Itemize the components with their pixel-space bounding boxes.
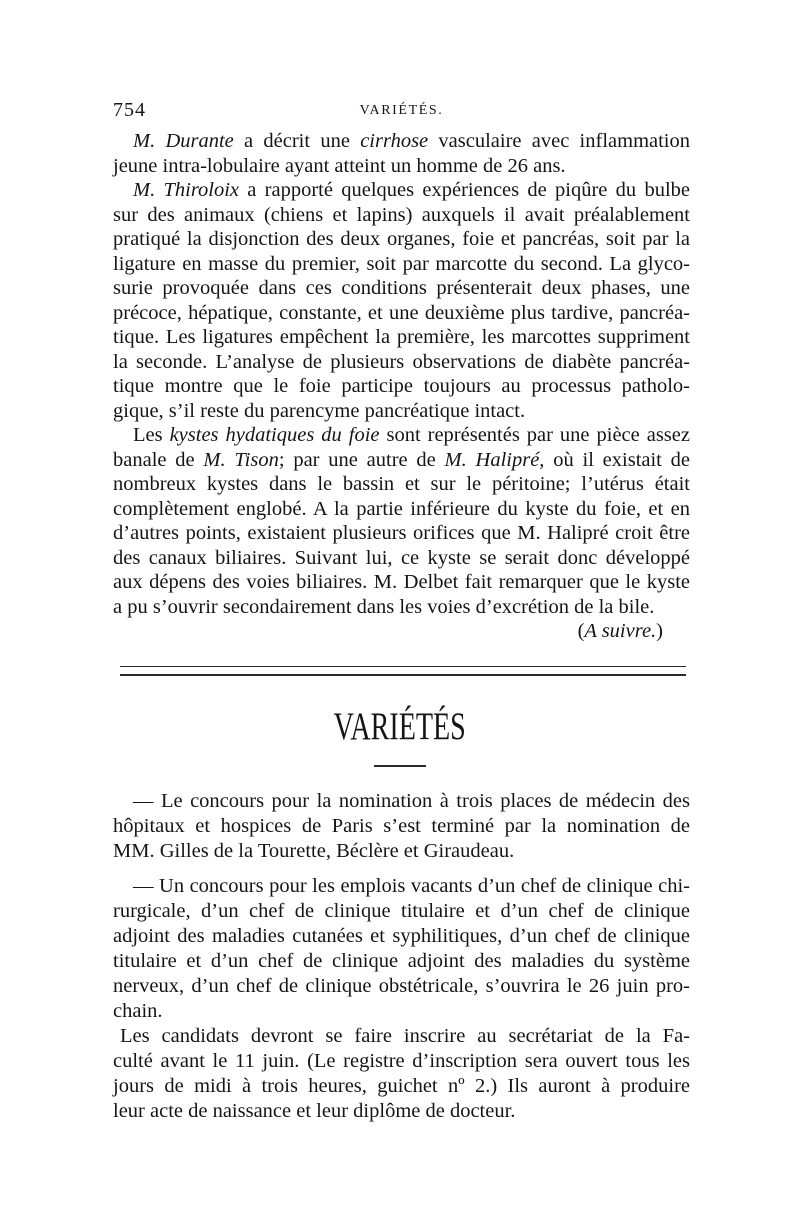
italic-text: M. Tison [203,448,279,471]
text-segment: leur acte de naissance et leur diplôme de docteur. [113,1099,516,1122]
text-line [113,497,690,522]
section-title-text: VARIÉTÉS [333,705,467,748]
text-line [113,423,690,448]
text-line [113,974,690,999]
text-segment: a rapporté quelques expériences de piqûre du bulbe [239,179,690,201]
text-line [113,301,690,326]
text-line [113,472,690,497]
text-segment: complètement englobé. A la partie inférieure du kyste du foie, et en [113,497,690,520]
text-segment: sont représentés par une pièce assez [379,424,690,446]
text-segment: ( [577,620,585,642]
text-segment: — Un concours pour les emplois vacants d’un chef de clinique chi- [133,874,690,897]
text-line [113,595,690,620]
text-segment: chain. [113,999,163,1022]
text-line [113,227,690,252]
text-segment: hôpitaux et hospices de Paris s’est terminé par la nomination de [113,815,690,837]
text-line [113,129,690,154]
text-line [113,399,690,424]
text-segment: a décrit une [233,130,361,152]
text-segment: titulaire et d’un chef de clinique adjoint des maladies du système [113,949,690,972]
text-line [113,178,690,203]
text-segment: Les [133,424,170,446]
text-line [113,154,690,179]
text-line [113,1074,690,1099]
text-line [113,325,690,350]
italic-text: M. Thiroloix [133,179,240,201]
italic-text: M. Halipré, [444,448,545,471]
text-line [113,374,690,399]
text-line [113,814,690,839]
article-paragraphs [113,129,690,619]
paragraph [113,129,690,178]
text-segment: ; par une autre de [278,448,445,471]
paragraph [113,874,690,1024]
text-segment: MM. Gilles de la Tourette, Béclère et Giraudeau. [113,840,515,862]
text-segment: tique. Les ligatures empêchent la première, les marcottes suppriment [113,326,690,348]
text-line [113,1099,690,1124]
text-line [113,252,690,277]
text-segment: gique, s’il reste du parencyme pancréatique intact. [113,399,526,422]
paragraph [113,178,690,423]
article-continuation [113,129,690,644]
text-segment: adjoint des maladies cutanées et syphilitiques, d’un chef de clinique [113,924,690,947]
text-segment: jeune intra-lobulaire ayant atteint un homme de 26 ans. [113,154,566,177]
text-segment: surie provoquée dans ces conditions présenterait deux phases, une [113,277,690,299]
italic-text: cirrhose [360,130,429,152]
text-segment: d’autres points, existaient plusieurs orifices que M. Halipré croit être [113,522,690,544]
running-title: VARIÉTÉS. [359,103,444,118]
text-segment: tique montre que le foie participe toujours au processus patholo- [113,375,690,397]
text-segment: jours de midi à trois heures, guichet nº 2.) Ils auront à produire [113,1074,690,1097]
text-line [113,789,690,814]
title-underline-rule [374,765,426,767]
text-line [113,1049,690,1074]
text-segment: sur des animaux (chiens et lapins) auxquels il avait préalablement [113,203,690,226]
italic-text: M. Durante [133,130,234,152]
text-line [113,874,690,899]
text-segment: la seconde. L’analyse de plusieurs observations de diabète pancréa- [113,350,690,373]
text-segment: culté avant le 11 juin. (Le registre d’inscription sera ouvert tous les [113,1049,690,1072]
text-segment: Les candidats devront se faire inscrire au secrétariat de la Fa- [120,1024,690,1047]
paragraph [113,423,690,619]
text-segment: ) [656,620,663,642]
text-segment: précoce, hépatique, constante, et une deuxième plus tardive, pancréa- [113,301,690,324]
text-segment: a pu s’ouvrir secondairement dans les voies d’excrétion de la bile. [113,595,655,618]
text-line [113,521,690,546]
text-line [113,570,690,595]
text-segment: des canaux biliaires. Suivant lui, ce kyste se serait donc développé [113,546,690,569]
page-number: 754 [113,99,146,121]
text-line [113,839,690,864]
section-title [0,703,800,751]
text-line [113,203,690,228]
italic-text: kystes hydatiques du foie [169,424,380,446]
text-segment: banale de [113,448,204,471]
text-line [113,949,690,974]
text-segment: aux dépens des voies biliaires. M. Delbet fait remarquer que le kyste [113,571,690,593]
text-line [113,276,690,301]
section-body [113,789,690,1124]
text-line [113,546,690,571]
text-line [113,999,690,1024]
text-line [113,899,690,924]
to-be-continued-note [113,619,690,644]
text-segment: nerveux, d’un chef de clinique obstétricale, s’ouvrira le 26 juin pro- [113,974,690,997]
text-segment: — Le concours pour la nomination à trois places de médecin des [133,790,690,812]
text-segment: rurgicale, d’un chef de clinique titulaire et d’un chef de clinique [113,899,690,922]
paragraph [113,789,690,864]
paragraph [113,1024,690,1124]
text-segment: ligature en masse du premier, soit par marcotte du second. La glyco- [113,252,690,275]
divider-rule-bottom [120,674,686,676]
italic-text: A suivre. [584,620,657,642]
text-segment: où il existait de [544,448,691,471]
running-header [113,98,690,122]
text-segment: pratiqué la disjonction des deux organes, foie et pancréas, soit par la [113,228,690,250]
divider-rule-top [120,666,686,667]
text-segment: vasculaire avec inflammation [428,130,691,152]
text-line [113,924,690,949]
text-line [113,350,690,375]
text-line [113,1024,690,1049]
text-segment: nombreux kystes dans le bassin et sur le péritoine; l’utérus était [113,473,690,495]
text-line [113,448,690,473]
